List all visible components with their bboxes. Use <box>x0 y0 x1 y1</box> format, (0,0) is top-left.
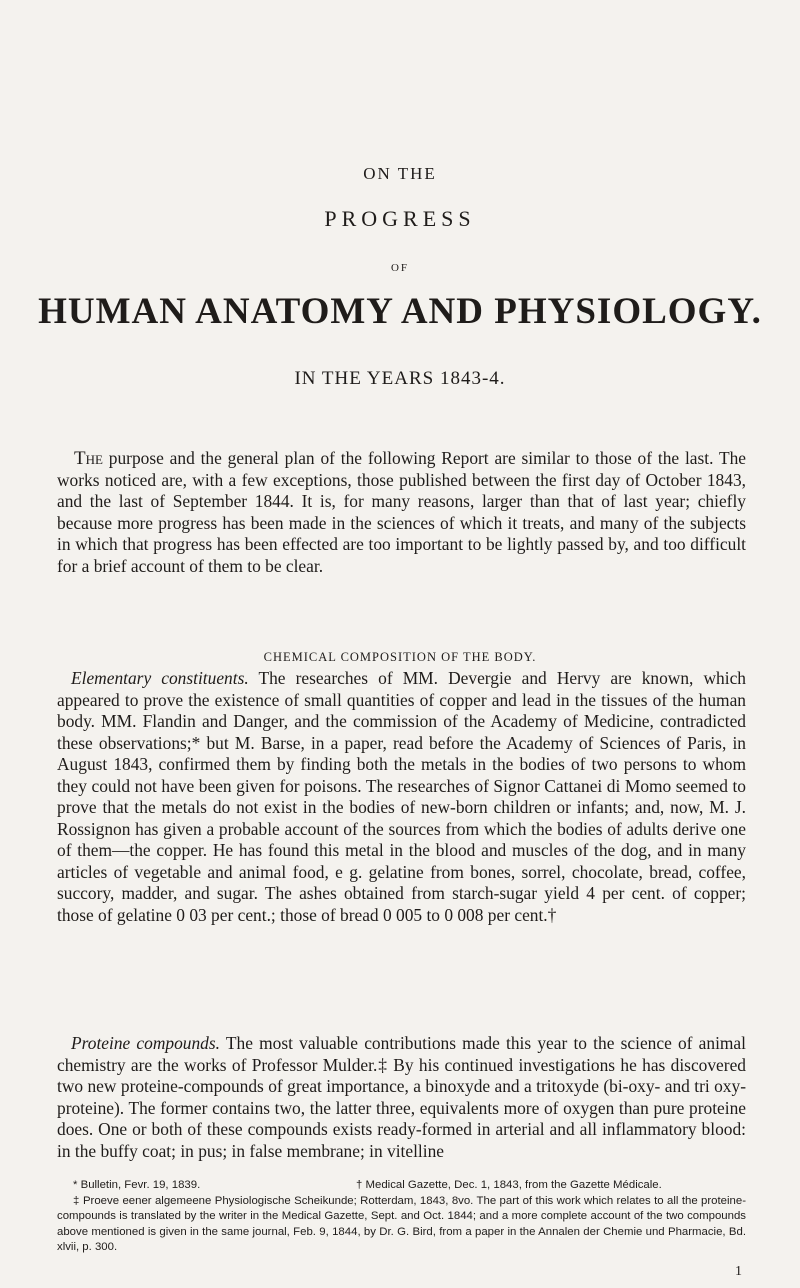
page-title: HUMAN ANATOMY AND PHYSIOLOGY. <box>38 291 762 332</box>
footnote-3: ‡ Proeve eener algemeene Physiologische Scheikunde; Rotterdam, 1843, 8vo. The part of this work which relates to all the proteine-compounds is translated by the writer in the Medical Gazette, Sept. and Oct. 1844; and a more complete account of the two compounds above mentioned is given in the same journal, Feb. 9, 1844, by Dr. G. Bird, from a paper in the Annalen der Chemie und Pharmacie, Bd. xlvii, p. 300. <box>57 1194 746 1253</box>
footnote-1: * Bulletin, Fevr. 19, 1839. <box>73 1179 201 1191</box>
elementary-text: The researches of MM. Devergie and Hervy are known, which appeared to prove the existence of small quantities of copper and lead in the tissues of the human body. MM. Flandin and Danger, and the commission of the Academy of Medicine, contradicted these observations;* but M. Barse, in a paper, read before the Academy of Sciences of Paris, in August 1843, confirmed them by finding both the metals in the bodies of two persons to whom they could not have been given for poisons. The researches of Signor Cattanei di Momo seemed to prove that the metals do not exist in the bodies of new-born children or infants; and, now, M. J. Rossignon has given a probable account of the sources from which the bodies of adults derive one of them—the copper. He has found this metal in the blood and muscles of the dog, and in many articles of vegetable and animal food, e g. gelatine from bones, sorrel, chocolate, bread, coffee, succory, madder, and sugar. The ashes obtained from starch-sugar yield 4 per cent. of copper; those of gelatine 0 03 per cent.; those of bread 0 005 to 0 008 per cent.† <box>57 668 746 925</box>
title-on-the: ON THE <box>363 164 437 183</box>
footnotes <box>57 1178 746 1256</box>
footnote-2: † Medical Gazette, Dec. 1, 1843, from the Gazette Médicale. <box>356 1179 662 1191</box>
section-heading: CHEMICAL COMPOSITION OF THE BODY. <box>263 650 537 664</box>
title-years: IN THE YEARS 1843-4. <box>294 368 506 389</box>
intro-lead-word: The <box>74 448 103 469</box>
signature-mark: 1 <box>735 1264 742 1279</box>
intro-text: purpose and the general plan of the following Report are similar to those of the last. The works noticed are, with a few exceptions, those published between the first day of October 1843, and the last of September 1844. It is, for many reasons, larger than that of last year; chiefly because more progress has been made in the sciences of which it treats, and many of the subjects in which that progress has been effected are too important to be lightly passed by, and too difficult for a brief account of them to be clear. <box>57 448 746 576</box>
elementary-paragraph <box>57 668 746 926</box>
proteine-paragraph <box>57 1033 746 1162</box>
proteine-text: The most valuable contributions made this year to the science of animal chemistry are the works of Professor Mulder.‡ By his continued investigations he has discovered two new proteine-compounds of great importance, a binoxyde and a tritoxyde (bi-oxy- and tri oxy-proteine). The former contains two, the latter three, equivalents more of oxygen than pure proteine does. One or both of these compounds exists ready-formed in arterial and all inflammatory blood: in the buffy coat; in pus; in false membrane; in vitelline <box>57 1033 746 1161</box>
title-progress: PROGRESS <box>324 206 476 231</box>
footnote-row <box>57 1178 746 1194</box>
elementary-heading: Elementary constituents. <box>71 668 249 688</box>
intro-paragraph <box>57 448 746 577</box>
proteine-heading: Proteine compounds. <box>71 1033 220 1053</box>
title-of: OF <box>390 262 410 274</box>
